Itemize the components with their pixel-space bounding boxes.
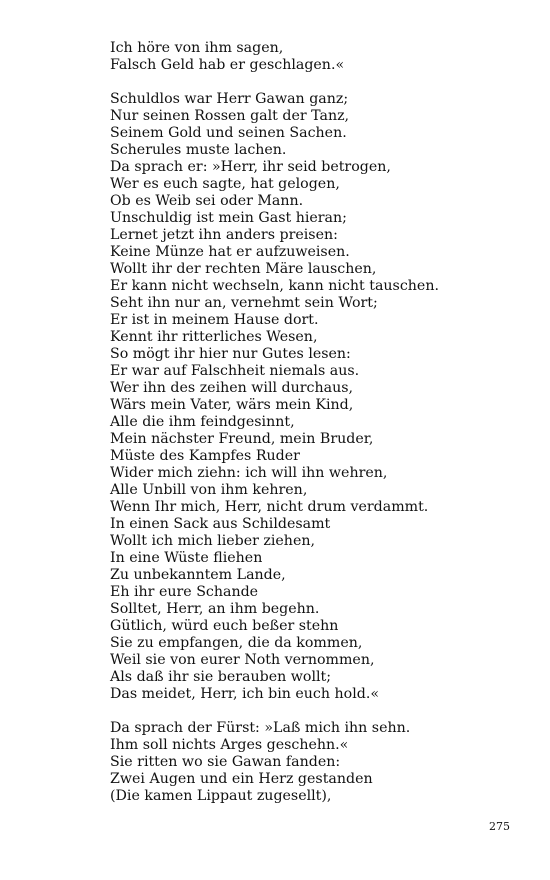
- verse-line: Wollt ihr der rechten Märe lauschen,: [110, 261, 377, 277]
- stanza: [110, 91, 510, 703]
- verse-line: Eh ihr eure Schande: [110, 584, 259, 600]
- verse-line: Das meidet, Herr, ich bin euch hold.«: [110, 686, 380, 702]
- verse-line: Ich höre von ihm sagen,: [110, 40, 284, 56]
- verse-line: So mögt ihr hier nur Gutes lesen:: [110, 346, 351, 362]
- verse-line: Mein nächster Freund, mein Bruder,: [110, 431, 374, 447]
- verse-line: Solltet, Herr, an ihm begehn.: [110, 601, 320, 617]
- verse-line: Da sprach der Fürst: »Laß mich ihn sehn.: [110, 720, 411, 736]
- verse-line: Er ist in meinem Hause dort.: [110, 312, 319, 328]
- verse-line: Gütlich, würd euch beßer stehn: [110, 618, 339, 634]
- verse-line: Müste des Kampfes Ruder: [110, 448, 300, 464]
- stanza: [110, 40, 510, 74]
- verse-line: Seinem Gold und seinen Sachen.: [110, 125, 347, 141]
- verse-line: Sie ritten wo sie Gawan fanden:: [110, 754, 341, 770]
- page-number: 275: [489, 820, 510, 833]
- verse-line: Seht ihn nur an, vernehmt sein Wort;: [110, 295, 378, 311]
- verse-line: Zwei Augen und ein Herz gestanden: [110, 771, 373, 787]
- verse-line: Wer es euch sagte, hat gelogen,: [110, 176, 340, 192]
- verse-line: Wollt ich mich lieber ziehen,: [110, 533, 315, 549]
- verse-line: Ihm soll nichts Arges geschehn.«: [110, 737, 349, 753]
- verse-line: Als daß ihr sie berauben wollt;: [110, 669, 332, 685]
- verse-line: Sie zu empfangen, die da kommen,: [110, 635, 363, 651]
- verse-line: Nur seinen Rossen galt der Tanz,: [110, 108, 350, 124]
- verse-line: Wenn Ihr mich, Herr, nicht drum verdammt.: [110, 499, 429, 515]
- verse-line: In einen Sack aus Schildesamt: [110, 516, 331, 532]
- verse-line: Ob es Weib sei oder Mann.: [110, 193, 304, 209]
- verse-line: Zu unbekanntem Lande,: [110, 567, 286, 583]
- verse-line: Unschuldig ist mein Gast hieran;: [110, 210, 347, 226]
- verse-line: Alle Unbill von ihm kehren,: [110, 482, 308, 498]
- verse-line: Scherules muste lachen.: [110, 142, 287, 158]
- stanza: [110, 720, 510, 805]
- verse-line: Da sprach er: »Herr, ihr seid betrogen,: [110, 159, 391, 175]
- verse-line: In eine Wüste fliehen: [110, 550, 263, 566]
- poem-text: [110, 40, 510, 822]
- verse-line: Alle die ihm feindgesinnt,: [110, 414, 295, 430]
- verse-line: Schuldlos war Herr Gawan ganz;: [110, 91, 349, 107]
- verse-line: Er kann nicht wechseln, kann nicht tauschen.: [110, 278, 439, 294]
- verse-line: Falsch Geld hab er geschlagen.«: [110, 57, 345, 73]
- verse-line: Lernet jetzt ihn anders preisen:: [110, 227, 338, 243]
- verse-line: Keine Münze hat er aufzuweisen.: [110, 244, 350, 260]
- verse-line: Weil sie von eurer Noth vernommen,: [110, 652, 375, 668]
- verse-line: Kennt ihr ritterliches Wesen,: [110, 329, 318, 345]
- verse-line: Wider mich ziehn: ich will ihn wehren,: [110, 465, 388, 481]
- verse-line: Er war auf Falschheit niemals aus.: [110, 363, 360, 379]
- verse-line: Wer ihn des zeihen will durchaus,: [110, 380, 354, 396]
- verse-line: Wärs mein Vater, wärs mein Kind,: [110, 397, 354, 413]
- verse-line: (Die kamen Lippaut zugesellt),: [110, 788, 332, 804]
